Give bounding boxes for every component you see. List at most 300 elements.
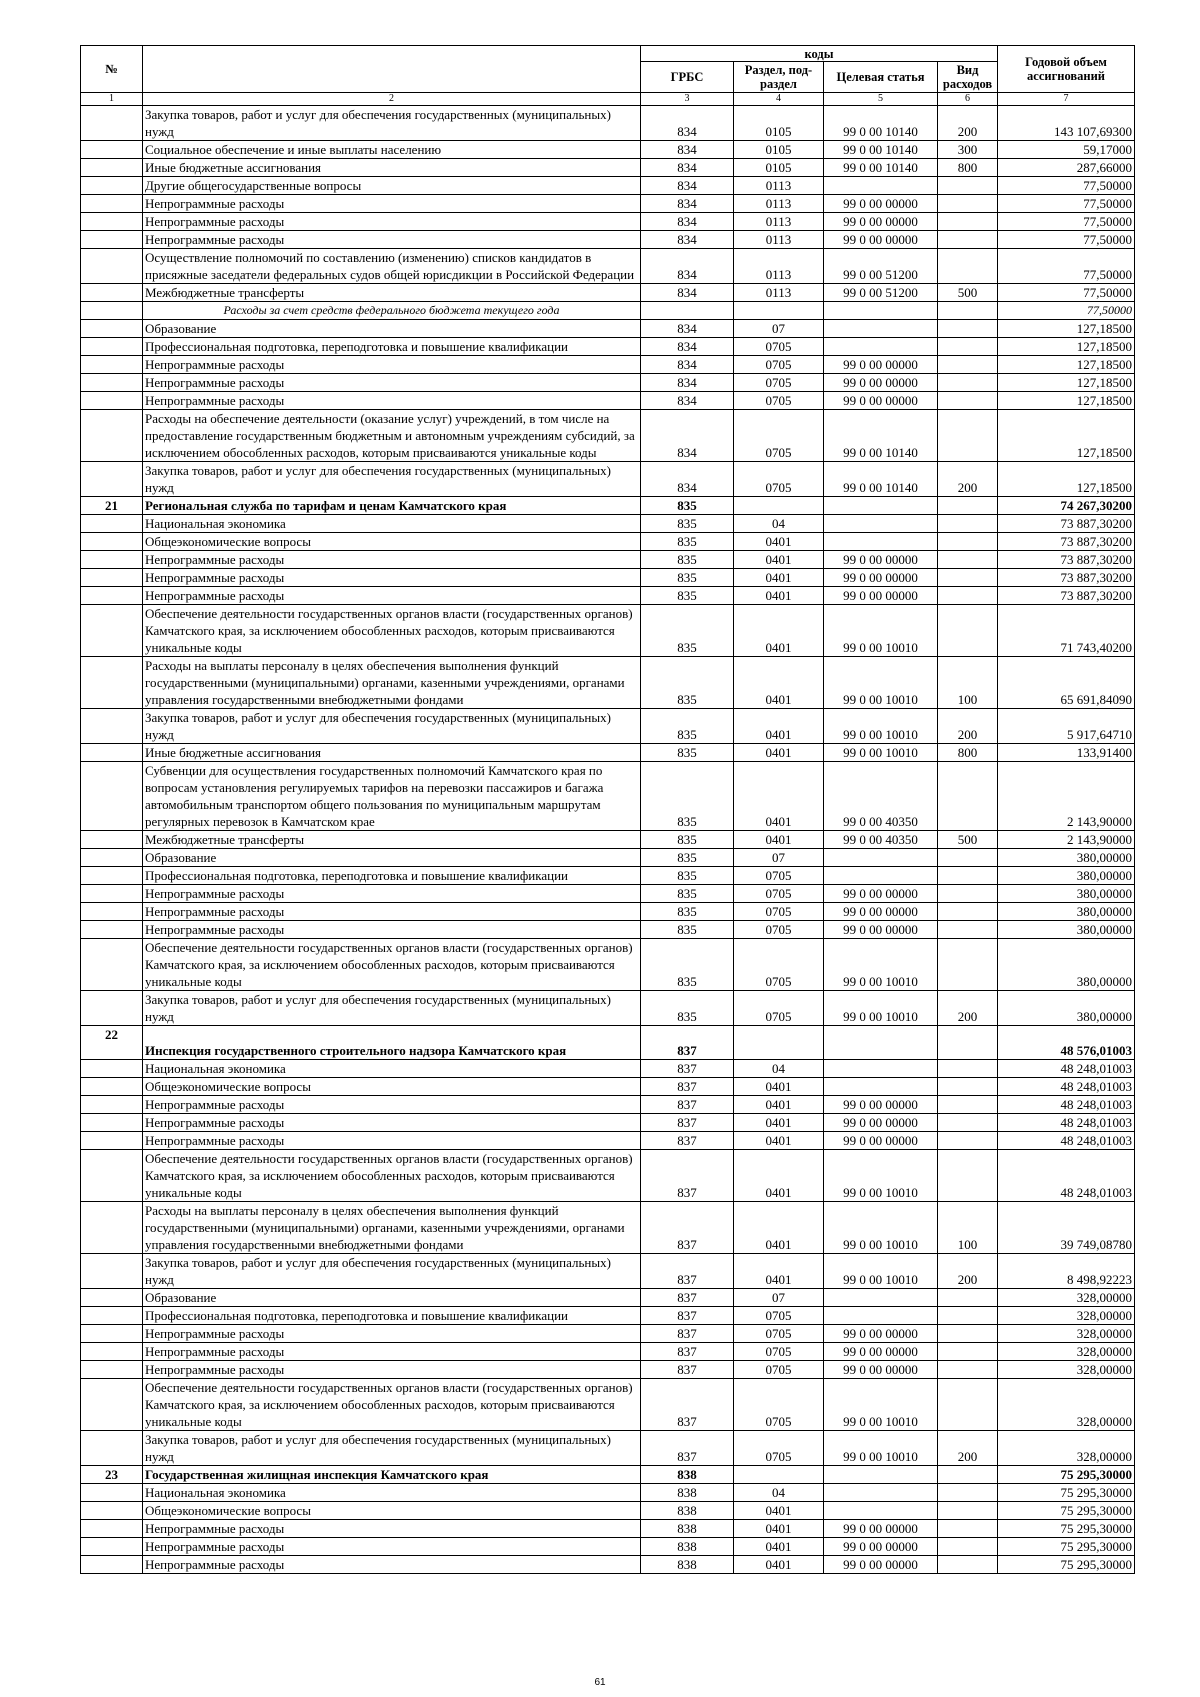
row-amount: 73 887,30200 — [998, 569, 1135, 587]
row-grbs: 837 — [641, 1361, 734, 1379]
row-target: 99 0 00 40350 — [824, 831, 938, 849]
row-grbs: 835 — [641, 515, 734, 533]
row-grbs: 837 — [641, 1431, 734, 1466]
row-amount: 75 295,30000 — [998, 1538, 1135, 1556]
row-section: 0401 — [734, 1520, 824, 1538]
row-target: 99 0 00 10010 — [824, 1202, 938, 1254]
row-amount: 75 295,30000 — [998, 1484, 1135, 1502]
row-section — [734, 1466, 824, 1484]
row-name: Общеэкономические вопросы — [143, 1502, 641, 1520]
row-exp-type — [938, 410, 998, 462]
row-target: 99 0 00 10140 — [824, 106, 938, 141]
row-exp-type — [938, 1325, 998, 1343]
row-number: 21 — [81, 497, 143, 515]
row-exp-type: 200 — [938, 462, 998, 497]
row-grbs: 837 — [641, 1202, 734, 1254]
row-grbs: 837 — [641, 1114, 734, 1132]
row-section: 0401 — [734, 709, 824, 744]
row-section: 04 — [734, 1484, 824, 1502]
row-name: Непрограммные расходы — [143, 213, 641, 231]
row-amount: 287,66000 — [998, 159, 1135, 177]
row-name: Закупка товаров, работ и услуг для обеспечения государственных (муниципальных) нужд — [143, 1254, 641, 1289]
row-exp-type — [938, 356, 998, 374]
row-target: 99 0 00 00000 — [824, 885, 938, 903]
row-exp-type — [938, 1343, 998, 1361]
table-row — [81, 462, 1135, 497]
row-grbs: 835 — [641, 903, 734, 921]
row-amount: 71 743,40200 — [998, 605, 1135, 657]
row-name: Профессиональная подготовка, переподготовка и повышение квалификации — [143, 1307, 641, 1325]
row-name: Непрограммные расходы — [143, 1325, 641, 1343]
row-target: 99 0 00 00000 — [824, 392, 938, 410]
row-section: 0401 — [734, 1254, 824, 1289]
row-grbs: 837 — [641, 1254, 734, 1289]
row-amount: 127,18500 — [998, 374, 1135, 392]
row-amount: 74 267,30200 — [998, 497, 1135, 515]
table-row — [81, 1325, 1135, 1343]
row-grbs: 837 — [641, 1289, 734, 1307]
row-number — [81, 231, 143, 249]
row-grbs: 834 — [641, 462, 734, 497]
row-section: 0401 — [734, 1556, 824, 1574]
row-grbs: 835 — [641, 657, 734, 709]
row-section: 0113 — [734, 231, 824, 249]
row-section: 0105 — [734, 159, 824, 177]
header-target: Целевая статья — [824, 62, 938, 93]
row-target: 99 0 00 00000 — [824, 1132, 938, 1150]
row-exp-type — [938, 921, 998, 939]
row-number — [81, 392, 143, 410]
row-target: 99 0 00 51200 — [824, 249, 938, 284]
table-row — [81, 1431, 1135, 1466]
row-target — [824, 1289, 938, 1307]
row-amount: 143 107,69300 — [998, 106, 1135, 141]
row-section: 0705 — [734, 1307, 824, 1325]
header-no: № — [81, 46, 143, 93]
row-target: 99 0 00 00000 — [824, 551, 938, 569]
row-amount: 48 248,01003 — [998, 1078, 1135, 1096]
table-row — [81, 744, 1135, 762]
row-amount: 75 295,30000 — [998, 1520, 1135, 1538]
table-row — [81, 374, 1135, 392]
row-name: Образование — [143, 320, 641, 338]
row-name: Региональная служба по тарифам и ценам Камчатского края — [143, 497, 641, 515]
row-target — [824, 867, 938, 885]
row-number — [81, 1379, 143, 1431]
table-row — [81, 1484, 1135, 1502]
col-index: 6 — [938, 93, 998, 106]
page-number: 61 — [594, 1677, 606, 1688]
row-section: 0105 — [734, 141, 824, 159]
row-name: Общеэкономические вопросы — [143, 533, 641, 551]
row-target — [824, 849, 938, 867]
table-row — [81, 1502, 1135, 1520]
row-section: 0113 — [734, 213, 824, 231]
row-grbs: 834 — [641, 159, 734, 177]
row-grbs: 834 — [641, 213, 734, 231]
row-grbs: 834 — [641, 231, 734, 249]
row-section: 0705 — [734, 374, 824, 392]
row-number — [81, 939, 143, 991]
row-number — [81, 849, 143, 867]
row-number — [81, 657, 143, 709]
table-row — [81, 195, 1135, 213]
row-target: 99 0 00 51200 — [824, 284, 938, 302]
row-number — [81, 831, 143, 849]
col-index: 5 — [824, 93, 938, 106]
row-target: 99 0 00 00000 — [824, 921, 938, 939]
row-target — [824, 1484, 938, 1502]
row-section: 0113 — [734, 195, 824, 213]
row-name: Закупка товаров, работ и услуг для обеспечения государственных (муниципальных) нужд — [143, 462, 641, 497]
row-grbs: 835 — [641, 849, 734, 867]
table-row — [81, 533, 1135, 551]
row-name: Национальная экономика — [143, 1484, 641, 1502]
row-name: Обеспечение деятельности государственных органов власти (государственных органов) Камчатского края, за исключением обособленных расходов, которым присваиваются уникальные коды — [143, 939, 641, 991]
table-row — [81, 1538, 1135, 1556]
row-number — [81, 1361, 143, 1379]
row-amount: 380,00000 — [998, 991, 1135, 1026]
header-exp-type: Вид расходов — [938, 62, 998, 93]
row-grbs: 834 — [641, 320, 734, 338]
table-row — [81, 903, 1135, 921]
row-amount: 73 887,30200 — [998, 551, 1135, 569]
row-name: Непрограммные расходы — [143, 1361, 641, 1379]
row-number — [81, 249, 143, 284]
row-exp-type — [938, 497, 998, 515]
row-target: 99 0 00 10010 — [824, 605, 938, 657]
row-name: Общеэкономические вопросы — [143, 1078, 641, 1096]
row-section: 0401 — [734, 657, 824, 709]
row-name: Субвенции для осуществления государственных полномочий Камчатского края по вопросам установления регулируемых тарифов на перевозки пассажиров и багажа автомобильным транспортом общего пользования по муниципальным маршрутам регулярных перевозок в Камчатском крае — [143, 762, 641, 831]
row-target — [824, 1466, 938, 1484]
row-grbs: 834 — [641, 195, 734, 213]
row-target — [824, 177, 938, 195]
col-index: 1 — [81, 93, 143, 106]
row-number — [81, 1502, 143, 1520]
row-amount: 328,00000 — [998, 1361, 1135, 1379]
row-exp-type: 800 — [938, 159, 998, 177]
row-section: 0401 — [734, 1538, 824, 1556]
row-amount: 328,00000 — [998, 1343, 1135, 1361]
table-row — [81, 213, 1135, 231]
row-amount: 48 248,01003 — [998, 1096, 1135, 1114]
row-number — [81, 1343, 143, 1361]
table-row — [81, 1466, 1135, 1484]
row-amount: 127,18500 — [998, 410, 1135, 462]
row-amount: 2 143,90000 — [998, 831, 1135, 849]
row-section: 0401 — [734, 1096, 824, 1114]
row-number — [81, 744, 143, 762]
row-exp-type — [938, 249, 998, 284]
row-target: 99 0 00 10010 — [824, 709, 938, 744]
col-index: 4 — [734, 93, 824, 106]
row-amount: 133,91400 — [998, 744, 1135, 762]
table-row — [81, 1114, 1135, 1132]
row-name: Непрограммные расходы — [143, 1132, 641, 1150]
row-target: 99 0 00 00000 — [824, 587, 938, 605]
row-exp-type — [938, 1096, 998, 1114]
row-exp-type — [938, 1361, 998, 1379]
row-amount: 77,50000 — [998, 177, 1135, 195]
row-section: 0705 — [734, 338, 824, 356]
row-target — [824, 320, 938, 338]
row-target — [824, 533, 938, 551]
row-section: 07 — [734, 1289, 824, 1307]
row-name: Профессиональная подготовка, переподготовка и повышение квалификации — [143, 338, 641, 356]
row-target — [824, 1307, 938, 1325]
row-section: 0401 — [734, 1078, 824, 1096]
row-target: 99 0 00 00000 — [824, 903, 938, 921]
row-exp-type — [938, 1114, 998, 1132]
row-amount: 127,18500 — [998, 462, 1135, 497]
row-target — [824, 1502, 938, 1520]
row-exp-type — [938, 320, 998, 338]
row-name: Непрограммные расходы — [143, 587, 641, 605]
row-exp-type — [938, 551, 998, 569]
table-row — [81, 159, 1135, 177]
row-section: 0105 — [734, 106, 824, 141]
table-body — [81, 106, 1135, 1574]
table-row — [81, 939, 1135, 991]
row-grbs: 837 — [641, 1379, 734, 1431]
row-target: 99 0 00 40350 — [824, 762, 938, 831]
row-target: 99 0 00 00000 — [824, 1325, 938, 1343]
row-number: 22 — [81, 1026, 143, 1060]
row-target: 99 0 00 10140 — [824, 410, 938, 462]
row-number — [81, 991, 143, 1026]
row-section: 0705 — [734, 410, 824, 462]
row-number — [81, 1520, 143, 1538]
row-target: 99 0 00 10010 — [824, 1431, 938, 1466]
row-section — [734, 497, 824, 515]
table-row — [81, 831, 1135, 849]
row-section: 0401 — [734, 605, 824, 657]
row-amount: 5 917,64710 — [998, 709, 1135, 744]
row-target — [824, 497, 938, 515]
row-target: 99 0 00 00000 — [824, 1343, 938, 1361]
row-section: 0705 — [734, 1361, 824, 1379]
row-amount: 48 248,01003 — [998, 1132, 1135, 1150]
row-section: 0401 — [734, 762, 824, 831]
row-section: 0401 — [734, 744, 824, 762]
row-name: Иные бюджетные ассигнования — [143, 159, 641, 177]
row-name: Непрограммные расходы — [143, 1343, 641, 1361]
row-number — [81, 551, 143, 569]
row-name: Обеспечение деятельности государственных органов власти (государственных органов) Камчатского края, за исключением обособленных расходов, которым присваиваются уникальные коды — [143, 1379, 641, 1431]
row-grbs: 837 — [641, 1307, 734, 1325]
row-name: Государственная жилищная инспекция Камчатского края — [143, 1466, 641, 1484]
table-header — [81, 46, 1135, 106]
row-amount: 73 887,30200 — [998, 515, 1135, 533]
row-exp-type: 100 — [938, 1202, 998, 1254]
row-amount: 39 749,08780 — [998, 1202, 1135, 1254]
row-grbs: 835 — [641, 762, 734, 831]
row-exp-type — [938, 1379, 998, 1431]
row-exp-type — [938, 213, 998, 231]
row-grbs: 837 — [641, 1078, 734, 1096]
table-row — [81, 1026, 1135, 1060]
row-grbs: 837 — [641, 1026, 734, 1060]
row-number — [81, 762, 143, 831]
row-exp-type — [938, 1502, 998, 1520]
row-section: 0705 — [734, 991, 824, 1026]
row-number — [81, 1060, 143, 1078]
row-exp-type: 300 — [938, 141, 998, 159]
row-exp-type — [938, 587, 998, 605]
row-section: 0401 — [734, 1132, 824, 1150]
row-section: 0705 — [734, 939, 824, 991]
row-section: 0401 — [734, 831, 824, 849]
row-name: Закупка товаров, работ и услуг для обеспечения государственных (муниципальных) нужд — [143, 709, 641, 744]
row-amount: 328,00000 — [998, 1307, 1135, 1325]
row-grbs: 838 — [641, 1556, 734, 1574]
row-exp-type — [938, 1484, 998, 1502]
row-name: Профессиональная подготовка, переподготовка и повышение квалификации — [143, 867, 641, 885]
row-grbs: 834 — [641, 410, 734, 462]
row-grbs: 837 — [641, 1150, 734, 1202]
table-row — [81, 849, 1135, 867]
row-name: Национальная экономика — [143, 515, 641, 533]
row-amount: 75 295,30000 — [998, 1466, 1135, 1484]
row-target — [824, 515, 938, 533]
table-row — [81, 249, 1135, 284]
row-target: 99 0 00 00000 — [824, 356, 938, 374]
row-grbs: 835 — [641, 551, 734, 569]
table-row — [81, 885, 1135, 903]
row-grbs: 834 — [641, 141, 734, 159]
row-grbs: 837 — [641, 1060, 734, 1078]
row-amount: 127,18500 — [998, 392, 1135, 410]
row-name: Национальная экономика — [143, 1060, 641, 1078]
row-number — [81, 284, 143, 302]
row-name: Непрограммные расходы — [143, 392, 641, 410]
row-section: 0401 — [734, 1202, 824, 1254]
row-grbs: 835 — [641, 709, 734, 744]
row-section: 0705 — [734, 1325, 824, 1343]
row-target: 99 0 00 00000 — [824, 1361, 938, 1379]
row-grbs — [641, 302, 734, 320]
row-number — [81, 1202, 143, 1254]
row-name: Непрограммные расходы — [143, 885, 641, 903]
row-section: 0705 — [734, 921, 824, 939]
row-amount: 77,50000 — [998, 195, 1135, 213]
row-name: Непрограммные расходы — [143, 551, 641, 569]
row-target — [824, 1026, 938, 1060]
table-row — [81, 302, 1135, 320]
row-grbs: 835 — [641, 867, 734, 885]
row-amount: 380,00000 — [998, 885, 1135, 903]
row-grbs: 834 — [641, 249, 734, 284]
row-section: 07 — [734, 849, 824, 867]
row-name: Расходы за счет средств федерального бюджета текущего года — [143, 302, 641, 320]
row-amount: 77,50000 — [998, 302, 1135, 320]
row-exp-type — [938, 903, 998, 921]
table-row — [81, 551, 1135, 569]
row-target: 99 0 00 00000 — [824, 1114, 938, 1132]
row-grbs: 837 — [641, 1096, 734, 1114]
row-amount: 380,00000 — [998, 921, 1135, 939]
table-row — [81, 356, 1135, 374]
row-name: Непрограммные расходы — [143, 1556, 641, 1574]
budget-document — [80, 45, 1134, 1574]
row-number — [81, 867, 143, 885]
row-exp-type — [938, 195, 998, 213]
row-number — [81, 195, 143, 213]
table-row — [81, 657, 1135, 709]
row-amount: 380,00000 — [998, 903, 1135, 921]
row-number — [81, 1078, 143, 1096]
row-number — [81, 709, 143, 744]
row-exp-type — [938, 1520, 998, 1538]
table-row — [81, 1379, 1135, 1431]
table-row — [81, 1307, 1135, 1325]
table-row — [81, 141, 1135, 159]
row-name: Межбюджетные трансферты — [143, 831, 641, 849]
col-index: 7 — [998, 93, 1135, 106]
row-section: 07 — [734, 320, 824, 338]
row-exp-type — [938, 1132, 998, 1150]
row-amount: 77,50000 — [998, 213, 1135, 231]
row-name: Закупка товаров, работ и услуг для обеспечения государственных (муниципальных) нужд — [143, 106, 641, 141]
row-name: Расходы на обеспечение деятельности (оказание услуг) учреждений, в том числе на предоставление государственным бюджетным и автономным учреждениям субсидий, за исключением обособленных расходов, которым присваиваются уникальные коды — [143, 410, 641, 462]
table-row — [81, 569, 1135, 587]
table-row — [81, 1060, 1135, 1078]
table-row — [81, 587, 1135, 605]
row-number — [81, 410, 143, 462]
row-exp-type — [938, 1026, 998, 1060]
budget-table — [80, 45, 1135, 1574]
row-exp-type — [938, 885, 998, 903]
row-amount: 65 691,84090 — [998, 657, 1135, 709]
row-section: 0705 — [734, 1379, 824, 1431]
row-grbs: 838 — [641, 1520, 734, 1538]
row-section: 0113 — [734, 249, 824, 284]
table-row — [81, 410, 1135, 462]
row-grbs: 835 — [641, 744, 734, 762]
row-amount: 75 295,30000 — [998, 1502, 1135, 1520]
row-section: 0401 — [734, 533, 824, 551]
row-number — [81, 1484, 143, 1502]
row-name: Непрограммные расходы — [143, 1520, 641, 1538]
row-exp-type — [938, 939, 998, 991]
row-target: 99 0 00 00000 — [824, 231, 938, 249]
row-number — [81, 1307, 143, 1325]
table-row — [81, 991, 1135, 1026]
row-target: 99 0 00 00000 — [824, 1556, 938, 1574]
table-row — [81, 867, 1135, 885]
col-index: 3 — [641, 93, 734, 106]
row-number — [81, 106, 143, 141]
row-target: 99 0 00 10010 — [824, 657, 938, 709]
table-row — [81, 497, 1135, 515]
row-number — [81, 515, 143, 533]
row-number — [81, 1114, 143, 1132]
row-number — [81, 569, 143, 587]
row-grbs: 837 — [641, 1343, 734, 1361]
row-exp-type — [938, 374, 998, 392]
row-exp-type — [938, 762, 998, 831]
row-exp-type — [938, 302, 998, 320]
table-row — [81, 709, 1135, 744]
table-row — [81, 1289, 1135, 1307]
table-row — [81, 1078, 1135, 1096]
row-target: 99 0 00 00000 — [824, 1538, 938, 1556]
row-name: Непрограммные расходы — [143, 195, 641, 213]
row-amount: 48 248,01003 — [998, 1060, 1135, 1078]
row-target: 99 0 00 00000 — [824, 1096, 938, 1114]
row-number: 23 — [81, 1466, 143, 1484]
